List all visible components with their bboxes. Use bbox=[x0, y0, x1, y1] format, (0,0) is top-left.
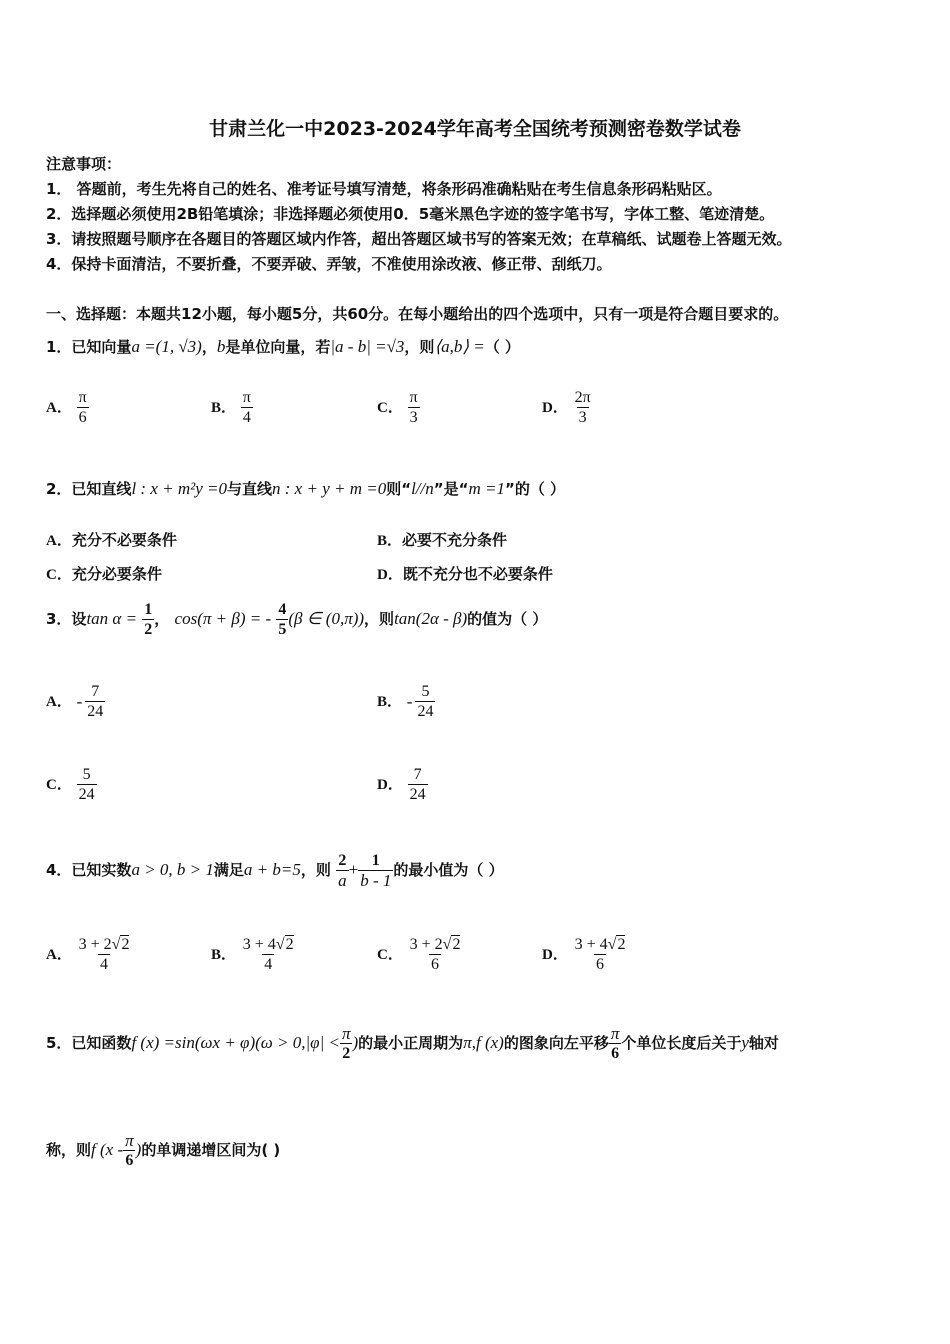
option-fraction bbox=[77, 935, 132, 974]
sqrt-sign: √ bbox=[607, 936, 617, 953]
q3-text: 的值为（ ） bbox=[467, 610, 548, 628]
question-4 bbox=[46, 851, 504, 890]
q3-target: tan(2α - β) bbox=[394, 609, 468, 628]
q5-text: 的单调递增区间为( ) bbox=[141, 1141, 281, 1159]
q4-text: 的最小值为（ ） bbox=[393, 861, 504, 879]
q1-option-d[interactable] bbox=[542, 388, 593, 427]
q4-sum: a + b=5 bbox=[243, 860, 301, 879]
q3-option-c[interactable] bbox=[46, 765, 97, 804]
fraction-den: 6 bbox=[431, 956, 440, 973]
notice-item: 2．选择题必须使用2B铅笔填涂；非选择题必须使用0．5毫米黑色字迹的签字笔书写，字体工整、笔迹清楚。 bbox=[46, 205, 775, 223]
sqrt-sign: √ bbox=[275, 936, 285, 953]
fraction-num bbox=[573, 935, 628, 954]
q4-condition: a > 0, b > 1 bbox=[131, 860, 214, 879]
fraction-den: 3 bbox=[409, 409, 418, 426]
fraction-den: 4 bbox=[100, 956, 109, 973]
fraction-den: 5 bbox=[278, 621, 287, 638]
q4-option-c[interactable] bbox=[377, 935, 462, 974]
fraction-num bbox=[77, 935, 132, 954]
q3-text: ， bbox=[154, 610, 170, 628]
fraction-num: π bbox=[242, 389, 251, 406]
q3-fraction bbox=[142, 600, 154, 639]
q4-fraction bbox=[336, 851, 349, 890]
q3-fraction bbox=[276, 600, 288, 639]
question-5-continued bbox=[46, 1131, 280, 1170]
q1-option-b[interactable] bbox=[211, 388, 253, 427]
question-3 bbox=[46, 600, 547, 639]
option-label: C． bbox=[377, 400, 403, 416]
fraction-num: π bbox=[341, 1024, 351, 1043]
option-label: D． bbox=[377, 777, 403, 793]
option-label: A． bbox=[46, 400, 72, 416]
option-fraction bbox=[77, 765, 97, 804]
q5-function: f (x) =sin(ωx + φ)(ω > 0,|φ| < bbox=[131, 1033, 340, 1052]
q2-text: 2．已知直线 bbox=[46, 480, 132, 498]
option-fraction bbox=[241, 388, 253, 427]
q3-domain: (β ∈ (0,π)) bbox=[288, 609, 365, 628]
option-label: C． bbox=[46, 567, 72, 583]
q2-option-c[interactable] bbox=[46, 563, 162, 584]
q2-m-value: m =1 bbox=[468, 479, 505, 498]
numerator-term: 3 + 4 bbox=[574, 936, 608, 953]
option-label: C． bbox=[377, 947, 403, 963]
fraction-num: π bbox=[610, 1024, 620, 1043]
page-title: 甘肃兰化一中2023-2024学年高考全国统考预测密卷数学试卷 bbox=[209, 118, 741, 140]
option-label: B． bbox=[211, 947, 237, 963]
option-fraction bbox=[77, 388, 89, 427]
q2-line-n: n : x + y + m =0 bbox=[272, 479, 387, 498]
q5-fraction bbox=[340, 1024, 353, 1063]
option-label: A． bbox=[46, 533, 72, 549]
option-fraction bbox=[408, 935, 463, 974]
radicand: 2 bbox=[617, 936, 626, 953]
fraction-den: 6 bbox=[596, 956, 605, 973]
q5-text: 5．已知函数 bbox=[46, 1034, 132, 1052]
numerator-term: 3 + 2 bbox=[409, 936, 443, 953]
fraction-num: π bbox=[409, 389, 418, 406]
q5-text: 个单位长度后关于 bbox=[621, 1034, 742, 1052]
fraction-num bbox=[241, 935, 296, 954]
fraction-num: 5 bbox=[421, 683, 430, 700]
q5-text: 称，则 bbox=[46, 1141, 92, 1159]
q5-fraction bbox=[123, 1131, 136, 1170]
notice-heading: 注意事项： bbox=[46, 155, 122, 173]
q5-shifted-fx-end: ) bbox=[135, 1140, 142, 1159]
q1-text: ，则 bbox=[404, 338, 435, 356]
q2-option-a[interactable] bbox=[46, 529, 177, 550]
option-fraction bbox=[408, 388, 420, 427]
q4-plus: + bbox=[348, 860, 359, 879]
fraction-den: 3 bbox=[578, 409, 587, 426]
option-label: D． bbox=[542, 400, 568, 416]
q4-option-b[interactable] bbox=[211, 935, 296, 974]
option-fraction bbox=[408, 765, 428, 804]
fraction-num bbox=[408, 935, 463, 954]
q5-text: 的最小正周期为 bbox=[358, 1034, 464, 1052]
q1-option-c[interactable] bbox=[377, 388, 420, 427]
fraction-den: 4 bbox=[264, 956, 273, 973]
notice-item: 4．保持卡面清洁，不要折叠，不要弄破、弄皱，不准使用涂改液、修正带、刮纸刀。 bbox=[46, 255, 612, 273]
q4-text: ，则 bbox=[300, 861, 331, 879]
option-label: C． bbox=[46, 777, 72, 793]
q2-option-d[interactable] bbox=[377, 563, 553, 584]
q3-option-a[interactable] bbox=[46, 682, 105, 721]
q5-period: π bbox=[463, 1033, 472, 1052]
q3-cos: cos(π + β) = - bbox=[174, 609, 272, 628]
q1-vector-b: b bbox=[216, 337, 226, 356]
fraction-num: 4 bbox=[278, 601, 287, 618]
fraction-den: b - 1 bbox=[360, 871, 392, 890]
option-text: 必要不充分条件 bbox=[402, 531, 508, 549]
fraction-den: 4 bbox=[242, 409, 251, 426]
numerator-term: 3 + 2 bbox=[78, 936, 112, 953]
q5-y-axis: y bbox=[741, 1033, 749, 1052]
q4-fraction bbox=[358, 851, 393, 890]
q2-option-b[interactable] bbox=[377, 529, 507, 550]
option-label: B． bbox=[377, 694, 403, 710]
option-label: A． bbox=[46, 947, 72, 963]
q5-text: 轴对 bbox=[748, 1034, 779, 1052]
fraction-den: 2 bbox=[342, 1045, 351, 1062]
q5-shifted-fx: f (x - bbox=[91, 1140, 124, 1159]
fraction-den: 2 bbox=[144, 621, 153, 638]
radicand: 2 bbox=[452, 936, 461, 953]
q5-comma: , bbox=[471, 1033, 476, 1052]
option-label: D． bbox=[542, 947, 568, 963]
q1-vector-a: a =(1, √3) bbox=[131, 337, 202, 356]
sqrt-sign: √ bbox=[442, 936, 452, 953]
q5-fx: f (x) bbox=[475, 1033, 504, 1052]
option-fraction bbox=[573, 388, 593, 427]
fraction-den: 24 bbox=[409, 786, 426, 803]
fraction-num: 1 bbox=[144, 601, 153, 618]
notice-item: 3．请按照题号顺序在各题目的答题区域内作答，超出答题区域书写的答案无效；在草稿纸、试题卷上答题无效。 bbox=[46, 230, 792, 248]
fraction-den: 24 bbox=[87, 703, 104, 720]
q2-parallel: l//n bbox=[411, 479, 434, 498]
q2-line-l: l : x + m²y =0 bbox=[131, 479, 227, 498]
q4-text: 满足 bbox=[213, 861, 244, 879]
numerator-term: 3 + 4 bbox=[242, 936, 276, 953]
option-fraction bbox=[415, 682, 435, 721]
fraction-den: 6 bbox=[78, 409, 87, 426]
q2-text: ”的（ ） bbox=[504, 480, 566, 498]
q3-tan: tan α = bbox=[86, 609, 138, 628]
q2-text: 与直线 bbox=[227, 480, 273, 498]
fraction-num: 2π bbox=[574, 389, 591, 406]
option-sign: - bbox=[406, 691, 413, 711]
option-text: 充分不必要条件 bbox=[71, 531, 177, 549]
q5-fraction bbox=[609, 1024, 622, 1063]
option-label: B． bbox=[377, 533, 403, 549]
q3-option-d[interactable] bbox=[377, 765, 428, 804]
radicand: 2 bbox=[121, 936, 130, 953]
option-fraction bbox=[85, 682, 105, 721]
option-label: A． bbox=[46, 694, 72, 710]
q1-text: ， bbox=[201, 338, 217, 356]
fraction-den: 24 bbox=[417, 703, 434, 720]
option-fraction bbox=[573, 935, 628, 974]
question-1 bbox=[46, 333, 520, 361]
fraction-den: 6 bbox=[125, 1152, 134, 1169]
q4-text: 4．已知实数 bbox=[46, 861, 132, 879]
fraction-num: 7 bbox=[91, 683, 100, 700]
fraction-num: π bbox=[78, 389, 87, 406]
fraction-num: 5 bbox=[82, 766, 91, 783]
q1-text: 1．已知向量 bbox=[46, 338, 132, 356]
q2-text: ”是“ bbox=[433, 480, 469, 498]
fraction-den: 6 bbox=[611, 1045, 620, 1062]
q1-option-a[interactable] bbox=[46, 388, 89, 427]
sqrt-sign: √ bbox=[111, 936, 121, 953]
q2-text: 则“ bbox=[386, 480, 412, 498]
option-text: 充分必要条件 bbox=[71, 565, 162, 583]
q5-text: 的图象向左平移 bbox=[503, 1034, 609, 1052]
q4-option-a[interactable] bbox=[46, 935, 131, 974]
fraction-num: π bbox=[125, 1131, 134, 1150]
q1-condition: |a - b| =√3 bbox=[330, 337, 405, 356]
section-heading: 一、选择题：本题共12小题，每小题5分，共60分。在每小题给出的四个选项中，只有一项是符合题目要求的。 bbox=[46, 305, 789, 323]
radicand: 2 bbox=[285, 936, 294, 953]
question-5 bbox=[46, 1024, 779, 1063]
option-label: B． bbox=[211, 400, 237, 416]
fraction-num: 2 bbox=[338, 852, 347, 869]
q3-text: ，则 bbox=[364, 610, 395, 628]
q3-text: 3．设 bbox=[46, 610, 87, 628]
q4-option-d[interactable] bbox=[542, 935, 627, 974]
fraction-den: a bbox=[338, 871, 347, 890]
fraction-num: 7 bbox=[413, 766, 422, 783]
option-text: 既不充分也不必要条件 bbox=[402, 565, 553, 583]
option-label: D． bbox=[377, 567, 403, 583]
option-fraction bbox=[241, 935, 296, 974]
q1-text: （ ） bbox=[484, 338, 520, 356]
q5-function-end: ) bbox=[352, 1033, 359, 1052]
q1-angle: ⟨a,b⟩ = bbox=[434, 337, 485, 356]
fraction-den: 24 bbox=[78, 786, 95, 803]
q1-text: 是单位向量，若 bbox=[225, 338, 331, 356]
q3-option-b[interactable] bbox=[377, 682, 435, 721]
question-2 bbox=[46, 474, 565, 504]
notice-item: 1． 答题前，考生先将自己的姓名、准考证号填写清楚，将条形码准确粘贴在考生信息条形码粘贴区。 bbox=[46, 180, 722, 198]
fraction-num: 1 bbox=[371, 852, 380, 869]
option-sign: - bbox=[76, 691, 83, 711]
